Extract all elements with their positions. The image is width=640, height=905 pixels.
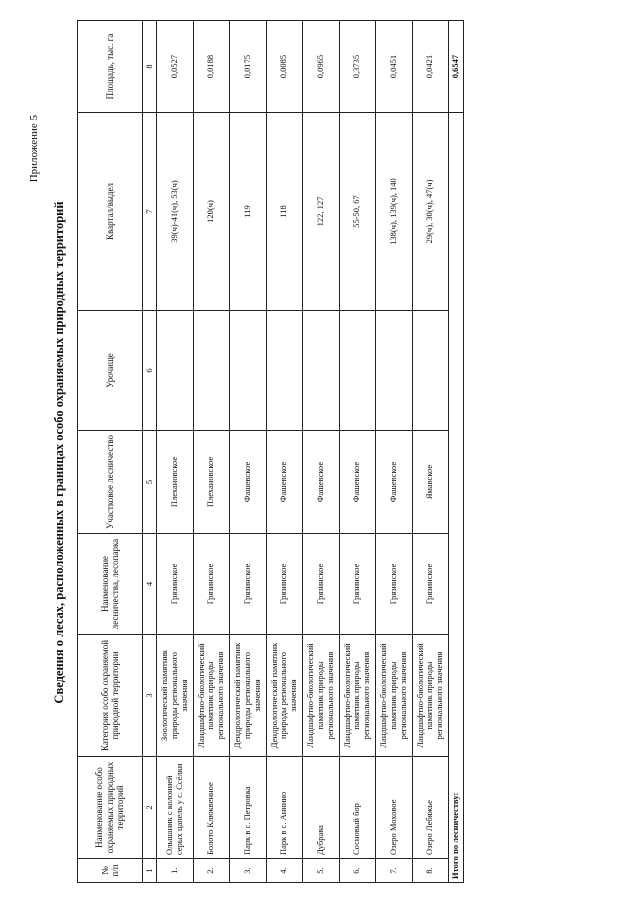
cell-tract [266, 311, 303, 431]
table-row [266, 21, 303, 883]
cell-name: Ольшаник с колонией серых цапель у с. Ссёлки [157, 757, 194, 859]
cell-area: 0,0421 [412, 21, 449, 113]
cell-area: 0,0188 [193, 21, 230, 113]
cell-quarter: 118 [266, 113, 303, 311]
cell-category: Ландшафтно-биологический памятник природы регионального значения [303, 635, 340, 757]
cell-tract [193, 311, 230, 431]
cell-tract [303, 311, 340, 431]
cell-category: Ландшафтно-биологический памятник природы регионального значения [412, 635, 449, 757]
cell-name: Болото Клюквенное [193, 757, 230, 859]
cell-district: Фашевское [230, 431, 267, 534]
cell-quarter: 138(ч), 139(ч), 140 [376, 113, 413, 311]
cell-forestry: Грязинское [266, 534, 303, 635]
table-row [230, 21, 267, 883]
cell-num: 1. [157, 859, 194, 883]
cell-forestry: Грязинское [193, 534, 230, 635]
cell-area: 0,0965 [303, 21, 340, 113]
cell-area: 0,0527 [157, 21, 194, 113]
col-header: Наименование особо охраняемых природных территорий [78, 757, 143, 859]
col-header: № п/п [78, 859, 143, 883]
col-header: Урочище [78, 311, 143, 431]
table-row [339, 21, 376, 883]
table-row [376, 21, 413, 883]
col-header: Квартал/выдел [78, 113, 143, 311]
total-row [449, 21, 464, 883]
cell-quarter: 122, 127 [303, 113, 340, 311]
cell-forestry: Грязинское [412, 534, 449, 635]
cell-category: Ландшафтно-биологический памятник природы регионального значения [376, 635, 413, 757]
col-header: Категория особо охраняемой природной территории [78, 635, 143, 757]
table-row [193, 21, 230, 883]
cell-quarter: 39(ч)-41(ч), 53(ч) [157, 113, 194, 311]
column-number: 6 [143, 311, 157, 431]
table-row [412, 21, 449, 883]
cell-num: 7. [376, 859, 413, 883]
column-number: 7 [143, 113, 157, 311]
cell-name: Парк в с. Аннино [266, 757, 303, 859]
col-header: Площадь, тыс. га [78, 21, 143, 113]
cell-tract [339, 311, 376, 431]
cell-area: 0,0175 [230, 21, 267, 113]
cell-forestry: Грязинское [376, 534, 413, 635]
cell-district: Фашевское [339, 431, 376, 534]
cell-area: 0,0451 [376, 21, 413, 113]
table-row [303, 21, 340, 883]
cell-name: Сосновый бор [339, 757, 376, 859]
column-number: 2 [143, 757, 157, 859]
document-title: Сведения о лесах, расположенных в границах особо охраняемых природных территорий [52, 201, 66, 704]
total-label: Итого по лесничеству: [449, 113, 464, 883]
cell-forestry: Грязинское [157, 534, 194, 635]
cell-tract [230, 311, 267, 431]
column-number: 5 [143, 431, 157, 534]
cell-num: 8. [412, 859, 449, 883]
cell-num: 2. [193, 859, 230, 883]
cell-district: Ямавское [412, 431, 449, 534]
column-number: 8 [143, 21, 157, 113]
appendix-label: Приложение 5 [28, 115, 40, 183]
cell-tract [376, 311, 413, 431]
cell-forestry: Грязинское [303, 534, 340, 635]
cell-area: 0,3735 [339, 21, 376, 113]
cell-area: 0,0085 [266, 21, 303, 113]
cell-quarter: 55-50, 67 [339, 113, 376, 311]
cell-tract [412, 311, 449, 431]
cell-quarter: 29(ч), 30(ч), 47(ч) [412, 113, 449, 311]
cell-name: Озеро Лебяжье [412, 757, 449, 859]
column-number: 1 [143, 859, 157, 883]
cell-num: 5. [303, 859, 340, 883]
cell-quarter: 120(ч) [193, 113, 230, 311]
column-number-row [143, 21, 157, 883]
column-number: 4 [143, 534, 157, 635]
cell-category: Дендрологический памятник природы регионального значения [266, 635, 303, 757]
cell-category: Зоологический памятник природы регионального значения [157, 635, 194, 757]
header-row [78, 21, 143, 883]
cell-district: Фашевское [303, 431, 340, 534]
col-header: Наименование лесничества, лесопарка [78, 534, 143, 635]
cell-category: Ландшафтно-биологический памятник природы регионального значения [339, 635, 376, 757]
col-header: Участковое лесничество [78, 431, 143, 534]
cell-name: Парк в с. Петровка [230, 757, 267, 859]
cell-name: Дубрава [303, 757, 340, 859]
cell-district: Фашевское [376, 431, 413, 534]
cell-name: Озеро Моховое [376, 757, 413, 859]
cell-category: Ландшафтно-биологический памятник природы регионального значения [193, 635, 230, 757]
cell-forestry: Грязинское [230, 534, 267, 635]
cell-category: Дендрологический памятник природы регионального значения [230, 635, 267, 757]
forest-table [77, 20, 464, 883]
cell-district: Фашевское [266, 431, 303, 534]
cell-district: Плехановское [193, 431, 230, 534]
cell-num: 3. [230, 859, 267, 883]
cell-num: 4. [266, 859, 303, 883]
table-row [157, 21, 194, 883]
cell-tract [157, 311, 194, 431]
cell-district: Плехановское [157, 431, 194, 534]
cell-num: 6. [339, 859, 376, 883]
cell-quarter: 119 [230, 113, 267, 311]
cell-forestry: Грязинское [339, 534, 376, 635]
total-area: 0,6547 [449, 21, 464, 113]
column-number: 3 [143, 635, 157, 757]
